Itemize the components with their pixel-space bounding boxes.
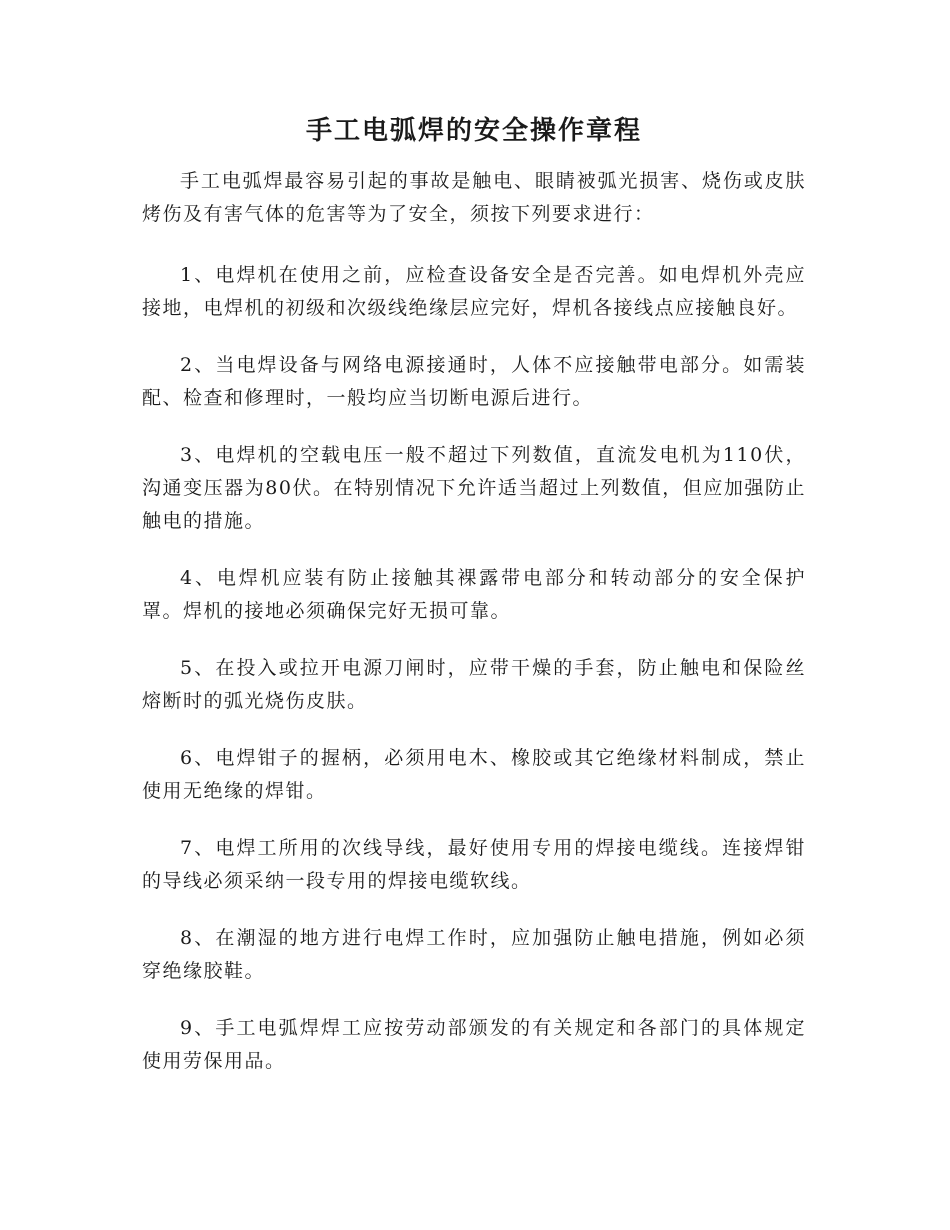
rule-paragraph-5: 5、在投入或拉开电源刀闸时，应带干燥的手套，防止触电和保险丝熔断时的弧光烧伤皮肤。 <box>142 657 806 712</box>
rule-paragraph-3: 3、电焊机的空载电压一般不超过下列数值，直流发电机为110伏，沟通变压器为80伏。在特别情况下允许适当超过上列数值，但应加强防止触电的措施。 <box>142 444 806 532</box>
rule-paragraph-6: 6、电焊钳子的握柄，必须用电木、橡胶或其它绝缘材料制成，禁止使用无绝缘的焊钳。 <box>142 747 806 802</box>
intro-paragraph: 手工电弧焊最容易引起的事故是触电、眼睛被弧光损害、烧伤或皮肤烤伤及有害气体的危害等为了安全，须按下列要求进行： <box>142 170 806 225</box>
rule-paragraph-8: 8、在潮湿的地方进行电焊工作时，应加强防止触电措施，例如必须穿绝缘胶鞋。 <box>142 927 806 982</box>
rule-paragraph-9: 9、手工电弧焊焊工应按劳动部颁发的有关规定和各部门的具体规定使用劳保用品。 <box>142 1017 806 1072</box>
document-title: 手工电弧焊的安全操作章程 <box>305 116 642 146</box>
document-page <box>142 108 806 1102</box>
rule-paragraph-7: 7、电焊工所用的次线导线，最好使用专用的焊接电缆线。连接焊钳的导线必须采纳一段专用的焊接电缆软线。 <box>142 837 806 892</box>
rule-paragraph-2: 2、当电焊设备与网络电源接通时，人体不应接触带电部分。如需装配、检查和修理时，一般均应当切断电源后进行。 <box>142 354 806 409</box>
rule-paragraph-1: 1、电焊机在使用之前，应检查设备安全是否完善。如电焊机外壳应接地，电焊机的初级和次级线绝缘层应完好，焊机各接线点应接触良好。 <box>142 264 806 319</box>
rule-paragraph-4: 4、电焊机应装有防止接触其裸露带电部分和转动部分的安全保护罩。焊机的接地必须确保完好无损可靠。 <box>142 567 806 622</box>
